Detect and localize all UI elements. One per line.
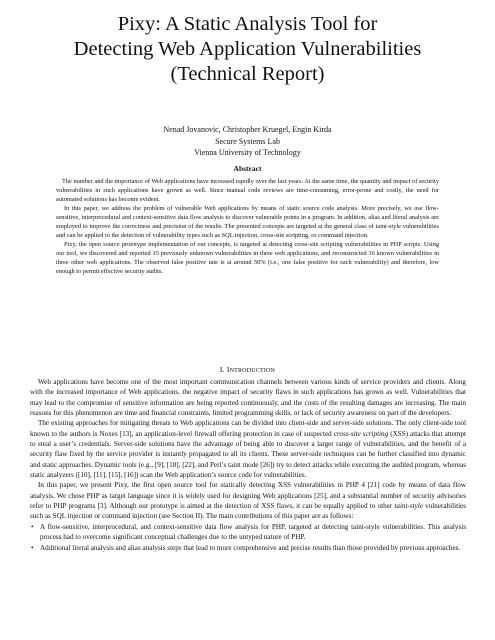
bullet-icon: • [31,522,34,531]
list-item [30,543,466,553]
abstract-paragraph: The number and the importance of Web applications have increased rapidly over the last years. At the same time, the quantity and impact of security vulnerabilities in such applications have grown as well. Since manual code reviews are time-consuming, error-prone and costly, the need for automated solutions has become evident. [56,178,439,204]
body-emphasis: cross-site scripting [333,429,389,438]
list-item-text: Additional literal analysis and alias analysis steps that lead to more comprehensive and precise results than those provided by previous approaches. [40,543,461,552]
title-line-1: Pixy: A Static Analysis Tool for [117,13,378,35]
body-text-span: (XSS) attacks that attempt to steal a user’s credentials. Server-side solutions have the advantage of being able to discover a larger range of vulnerabilities, and the benefit of a security flaw fixed by the service provider is instantly propagated to all its clients. These server-side techniques can be further classified into dynamic and static approaches. Dynamic tools (e.g., [9], [18], [22], and Perl’s taint mode [26]) try to detect attacks while executing the audited program, whereas static analyzers ([10], [11], [15], [16]) scan the Web application’s source code for vulnerabilities. [30,429,467,480]
abstract-body [56,177,439,277]
author-block [0,124,495,159]
abstract-heading: Abstract [233,164,262,173]
body-paragraph [30,480,466,521]
list-item-text: A flow-sensitive, interprocedural, and context-sensitive data flow analysis for PHP, targeted at detecting taint-style vulnerabilities. This analysis process had to overcome significant conceptual challenges due to the untyped nature of PHP. [40,522,466,542]
section-number: I. [219,365,225,374]
body-text-span: The existing approaches for mitigating threats to Web applications can be divided into client-side and server-side solutions. The only client-side tool known to the authors is Noxes [13], an application-level firewall offering protection in case of suspected [30,419,466,438]
body-emphasis: taint-style [394,502,423,511]
title-line-3: (Technical Report) [170,63,325,85]
abstract-paragraph: Pixy, the open source prototype implementation of our concepts, is targeted at detecting cross-site scripting vulnerabilities in PHP scripts. Using our tool, we discovered and reported 15 previously unknown vulnerabilities in three web applications, and reconstructed 36 known vulnerabilities in three other web applications. The observed false positive rate is at around 50% (i.e., one false positive for each vulnerability) and therefore, low enough to permit effective security audits. [56,241,439,276]
body-text-span: vulnerabilities such as SQL injection or command injection (see Section II). The main contributions of this paper are as follows: [30,502,466,521]
paper-title [0,12,495,87]
abstract-paragraph: In this paper, we address the problem of vulnerable Web applications by means of static source code analysis. More precisely, we use flow-sensitive, interprocedural and context-sensitive data flow analysis to discover vulnerable points in a program. In addition, alias and literal analysis are employed to improve the correctness and precision of the results. The presented concepts are targeted at the general class of taint-style vulnerabilities and can be applied to the detection of vulnerability types such as SQL injection, cross-site scripting, or command injection. [56,205,439,240]
author-university: Vienna University of Technology [194,148,301,157]
author-names: Nenad Jovanovic, Christopher Kruegel, Engin Kirda [163,125,332,134]
body-paragraph [30,418,466,480]
author-lab: Secure Systems Lab [215,136,280,146]
body-paragraph: Web applications have become one of the most important communication channels between various kinds of service providers and clients. Along with the increased importance of Web applications, the negative impact of security flaws in such applications has grown as well. Vulnerabilities that may lead to the compromise of sensitive information are being reported continuously, and the costs of the resulting damages are increasing. The main reasons for this phenomenon are time and financial constraints, limited programming skills, or lack of security awareness on part of the developers. [30,378,466,418]
contribution-list [30,522,466,553]
section-title-initial: I [226,365,230,374]
list-item [30,522,466,543]
section-title-rest: NTRODUCTION [229,368,276,374]
introduction-body [30,377,466,553]
bullet-icon: • [31,543,34,552]
title-line-2: Detecting Web Application Vulnerabilities [73,38,422,60]
section-heading [0,365,495,374]
body-text-span: In this paper, we present Pixy, the first open source tool for statically detecting XSS vulnerabilities in PHP 4 [21] code by means of data flow analysis. We chose PHP as target language since it is widely used for designing Web applications [25], and a substantial number of security advisories refer to PHP programs [3]. Although our prototype is aimed at the detection of XSS flaws, it can be equally applied to other [30,481,466,511]
